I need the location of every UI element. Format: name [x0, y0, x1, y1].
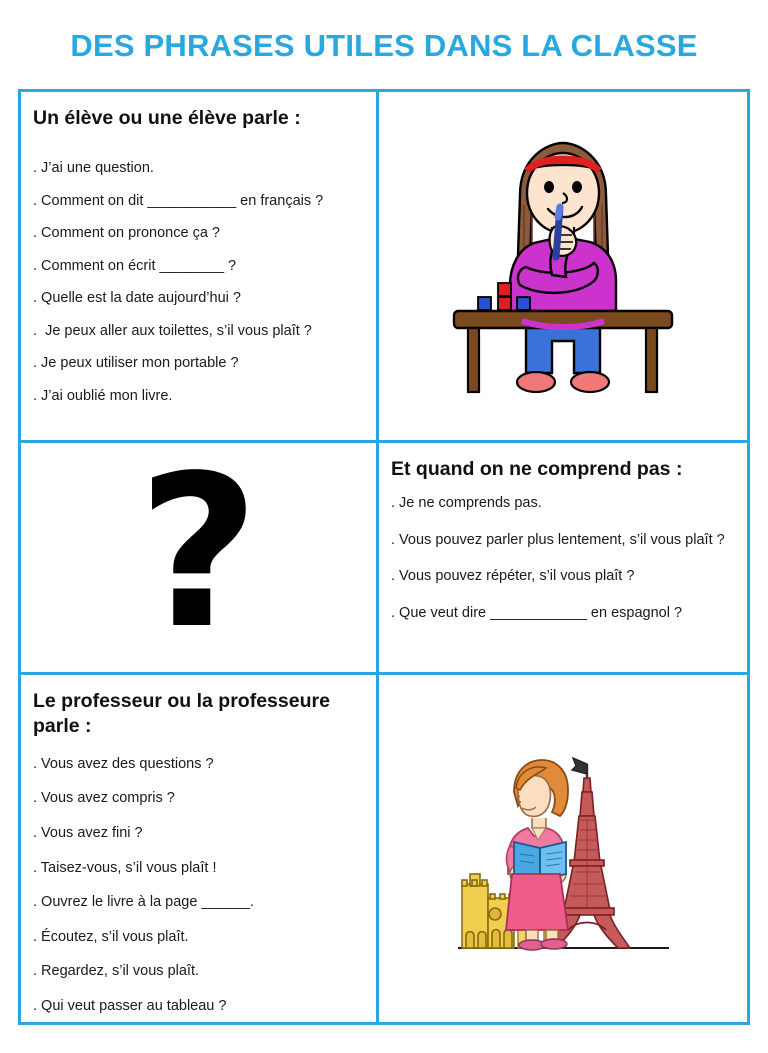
student-heading: Un élève ou une élève parle :	[33, 107, 301, 129]
student-phrase-list	[33, 159, 362, 407]
cell-question-mark	[21, 443, 379, 675]
list-item: . Comment on prononce ça ?	[33, 225, 220, 242]
list-item: . Qui veut passer au tableau ?	[33, 997, 227, 1014]
question-mark-icon: ?	[137, 443, 260, 675]
cell-student-illustration	[379, 92, 747, 443]
list-item: . Vous avez compris ?	[33, 790, 175, 807]
cell-teacher-illustration	[379, 675, 747, 1022]
list-item: . Ouvrez le livre à la page ______.	[33, 894, 254, 911]
teacher-with-book-eiffel-tower-icon	[456, 734, 671, 964]
student-at-desk-icon	[448, 135, 678, 397]
list-item: . Regardez, s’il vous plaît.	[33, 963, 200, 980]
list-item: . Vous avez fini ?	[33, 825, 143, 842]
cell-student-phrases	[21, 92, 379, 443]
phrases-table	[18, 89, 750, 1025]
list-item: . Vous pouvez répéter, s’il vous plaît ?	[391, 568, 635, 585]
teacher-phrase-list	[33, 755, 362, 1017]
list-item: . Comment on dit ___________ en français ?	[33, 192, 324, 209]
list-item: . Vous pouvez parler plus lentement, s’il vous plaît ?	[391, 531, 725, 548]
understand-heading: Et quand on ne comprend pas :	[391, 458, 683, 480]
understand-phrase-list	[391, 494, 733, 623]
list-item: . Je peux utiliser mon portable ?	[33, 355, 239, 372]
page-title: DES PHRASES UTILES DANS LA CLASSE	[70, 28, 698, 63]
cell-understand-phrases	[379, 443, 747, 675]
list-item: . Écoutez, s’il vous plaît.	[33, 928, 189, 945]
list-item: . Que veut dire ____________ en espagnol ?	[391, 604, 683, 621]
list-item: . Je peux aller aux toilettes, s’il vous plaît ?	[33, 322, 312, 339]
list-item: . Comment on écrit ________ ?	[33, 257, 237, 274]
list-item: . Vous avez des questions ?	[33, 755, 214, 772]
list-item: . J’ai oublié mon livre.	[33, 387, 173, 404]
teacher-heading: Le professeur ou la professeure parle :	[33, 690, 330, 737]
list-item: . Taisez-vous, s’il vous plaît !	[33, 859, 217, 876]
list-item: . J’ai une question.	[33, 159, 154, 176]
cell-teacher-phrases	[21, 675, 379, 1022]
list-item: . Quelle est la date aujourd’hui ?	[33, 290, 241, 307]
list-item: . Je ne comprends pas.	[391, 494, 542, 511]
